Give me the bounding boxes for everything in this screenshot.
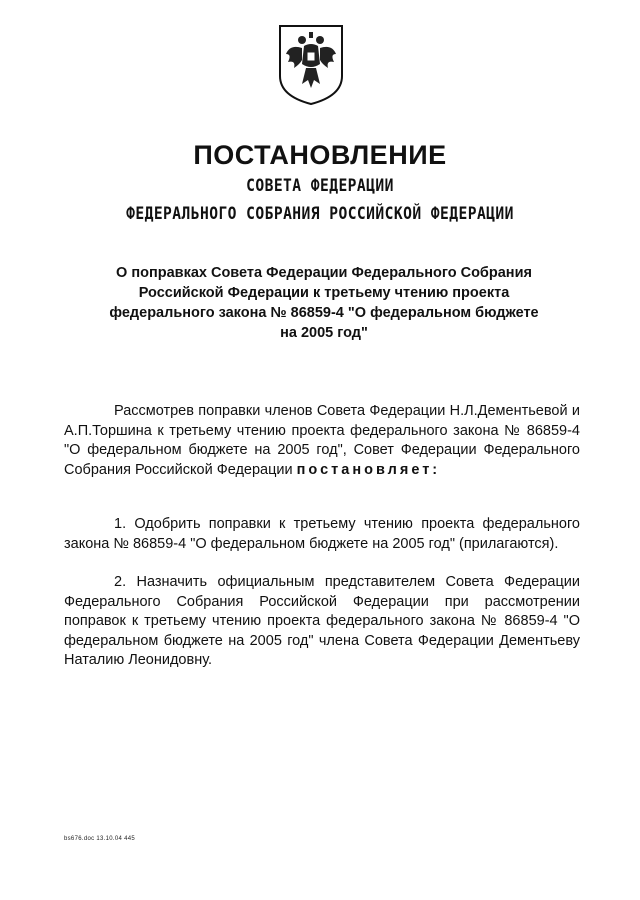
subject-line-3: федерального закона № 86859-4 "О федеральном бюджете [109, 305, 539, 321]
issuer-line-1: СОВЕТА ФЕДЕРАЦИИ [246, 176, 394, 196]
document-title: ПОСТАНОВЛЕНИЕ [193, 140, 447, 170]
coat-of-arms-russia-icon [276, 24, 346, 106]
decree-item-2: 2. Назначить официальным представителем Совета Федерации Федерального Собрания Российской Федерации при рассмотрении поправок к третьему чтению проекта федерального закона № 86859-4 "О федеральном бюджете на 2005 год" члена Совета Федерации Дементьеву Наталию Леонидовну. [64, 574, 580, 668]
subject-line-2: Российской Федерации к третьему чтению проекта [138, 285, 510, 301]
decree-item-1: 1. Одобрить поправки к третьему чтению проекта федерального закона № 86859-4 "О федеральном бюджете на 2005 год" (прилагаются). [64, 516, 580, 552]
decree-word: постановляет: [296, 461, 441, 478]
subject-line-1: О поправках Совета Федерации Федерального Собрания [116, 265, 532, 281]
coat-of-arms-emblem [276, 24, 346, 106]
preamble-paragraph [64, 402, 580, 480]
subject-line-4: на 2005 год" [280, 325, 368, 341]
document-subject [60, 263, 588, 343]
issuer-line-2: ФЕДЕРАЛЬНОГО СОБРАНИЯ РОССИЙСКОЙ ФЕДЕРАЦИИ [126, 204, 514, 224]
file-reference: bs676.doc 13.10.04 445 [64, 836, 135, 842]
preamble-text: Рассмотрев поправки членов Совета Федерации Н.Л.Дементьевой и А.П.Торшина к третьему чтению проекта федерального закона № 86859-4 "О федеральном бюджете на 2005 год", Совет Федерации Федерального Собрания Российской Федерации [64, 403, 580, 478]
document-header [0, 138, 640, 228]
